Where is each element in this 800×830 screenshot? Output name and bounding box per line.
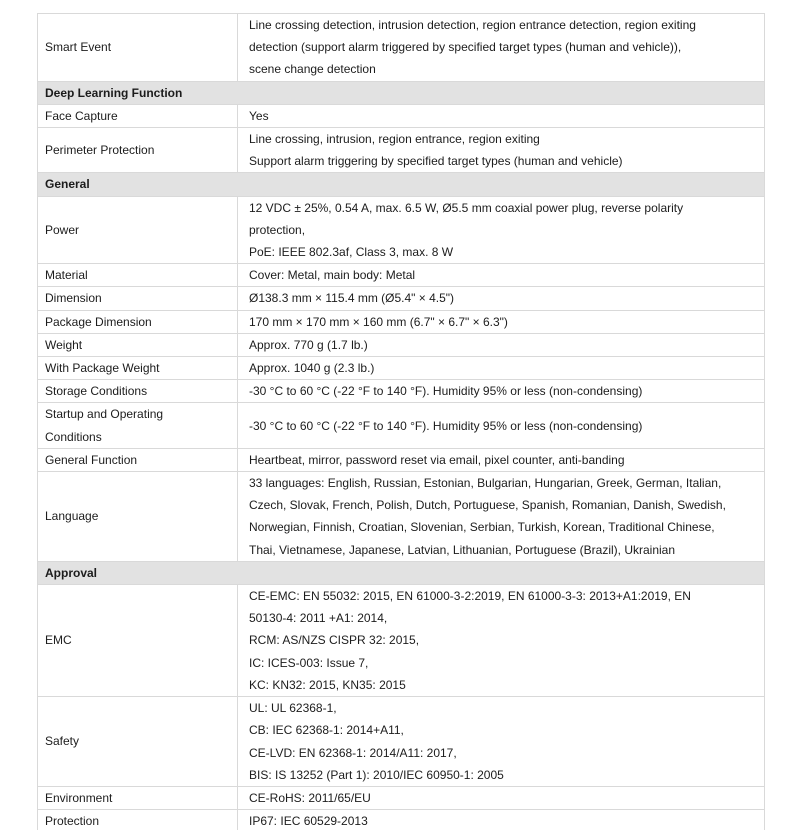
table-row bbox=[38, 14, 764, 82]
section-title: General bbox=[45, 177, 90, 192]
spec-value-line: Support alarm triggering by specified target types (human and vehicle) bbox=[249, 154, 623, 169]
spec-value-line: -30 °C to 60 °C (-22 °F to 140 °F). Humidity 95% or less (non-condensing) bbox=[249, 384, 643, 399]
spec-value-line: KC: KN32: 2015, KN35: 2015 bbox=[249, 677, 406, 692]
spec-value-line: CE-RoHS: 2011/65/EU bbox=[249, 790, 371, 805]
spec-label: Face Capture bbox=[38, 105, 238, 127]
spec-value bbox=[238, 810, 764, 830]
spec-value bbox=[238, 14, 764, 81]
spec-label: General Function bbox=[38, 449, 238, 471]
spec-value-line: Czech, Slovak, French, Polish, Dutch, Portuguese, Spanish, Romanian, Danish, Swedish, bbox=[249, 498, 726, 513]
section-title: Approval bbox=[45, 565, 98, 580]
section-header-row bbox=[38, 82, 764, 105]
spec-value-line: Thai, Vietnamese, Japanese, Latvian, Lithuanian, Portuguese (Brazil), Ukrainian bbox=[249, 542, 676, 557]
spec-value bbox=[238, 787, 764, 809]
spec-value-line: CB: IEC 62368-1: 2014+A11, bbox=[249, 723, 404, 738]
spec-label: With Package Weight bbox=[38, 357, 238, 379]
spec-value bbox=[238, 585, 764, 696]
spec-value-line: 170 mm × 170 mm × 160 mm (6.7" × 6.7" × 6.3") bbox=[249, 314, 508, 329]
spec-value bbox=[238, 380, 764, 402]
table-row bbox=[38, 197, 764, 265]
spec-label: Smart Event bbox=[38, 14, 238, 81]
spec-value bbox=[238, 472, 764, 561]
spec-value-line: scene change detection bbox=[249, 62, 376, 77]
table-row bbox=[38, 787, 764, 810]
spec-label: Dimension bbox=[38, 287, 238, 309]
spec-value-line: CE-EMC: EN 55032: 2015, EN 61000-3-2:2019, EN 61000-3-3: 2013+A1:2019, EN bbox=[249, 589, 691, 604]
spec-label: Power bbox=[38, 197, 238, 264]
spec-value-line: detection (support alarm triggered by specified target types (human and vehicle)), bbox=[249, 40, 682, 55]
table-row bbox=[38, 311, 764, 334]
spec-value bbox=[238, 197, 764, 264]
spec-value-line: RCM: AS/NZS CISPR 32: 2015, bbox=[249, 633, 420, 648]
table-row bbox=[38, 357, 764, 380]
table-row bbox=[38, 403, 764, 448]
spec-label: Material bbox=[38, 264, 238, 286]
spec-value-line: 50130-4: 2011 +A1: 2014, bbox=[249, 611, 388, 626]
spec-value-line: Yes bbox=[249, 108, 269, 123]
spec-label: Package Dimension bbox=[38, 311, 238, 333]
section-header-row bbox=[38, 173, 764, 196]
spec-value-line: IC: ICES-003: Issue 7, bbox=[249, 655, 369, 670]
spec-label: Environment bbox=[38, 787, 238, 809]
spec-label: Storage Conditions bbox=[38, 380, 238, 402]
spec-value-line: PoE: IEEE 802.3af, Class 3, max. 8 W bbox=[249, 245, 454, 260]
table-row bbox=[38, 697, 764, 787]
table-row bbox=[38, 449, 764, 472]
spec-value bbox=[238, 449, 764, 471]
spec-value-line: Heartbeat, mirror, password reset via email, pixel counter, anti-banding bbox=[249, 452, 625, 467]
table-row bbox=[38, 287, 764, 310]
table-row bbox=[38, 585, 764, 697]
table-row bbox=[38, 472, 764, 562]
spec-value-line: -30 °C to 60 °C (-22 °F to 140 °F). Humidity 95% or less (non-condensing) bbox=[249, 418, 643, 433]
table-row bbox=[38, 264, 764, 287]
spec-label: Protection bbox=[38, 810, 238, 830]
spec-label: Perimeter Protection bbox=[38, 128, 238, 172]
spec-value-line: Approx. 770 g (1.7 lb.) bbox=[249, 337, 368, 352]
spec-value bbox=[238, 128, 764, 172]
spec-value-line: Approx. 1040 g (2.3 lb.) bbox=[249, 361, 375, 376]
spec-label: EMC bbox=[38, 585, 238, 696]
spec-value bbox=[238, 311, 764, 333]
spec-value-line: Ø138.3 mm × 115.4 mm (Ø5.4" × 4.5") bbox=[249, 291, 455, 306]
spec-value bbox=[238, 105, 764, 127]
spec-value-line: CE-LVD: EN 62368-1: 2014/A11: 2017, bbox=[249, 745, 457, 760]
spec-value-line: 12 VDC ± 25%, 0.54 A, max. 6.5 W, Ø5.5 mm coaxial power plug, reverse polarity bbox=[249, 200, 684, 215]
spec-value bbox=[238, 403, 764, 447]
spec-value bbox=[238, 357, 764, 379]
spec-label: Weight bbox=[38, 334, 238, 356]
table-row bbox=[38, 810, 764, 830]
table-row bbox=[38, 334, 764, 357]
table-row bbox=[38, 380, 764, 403]
spec-label: Language bbox=[38, 472, 238, 561]
table-row bbox=[38, 128, 764, 173]
spec-value bbox=[238, 334, 764, 356]
section-header-row bbox=[38, 562, 764, 585]
table-row bbox=[38, 105, 764, 128]
spec-value-line: Line crossing detection, intrusion detection, region entrance detection, region exiting bbox=[249, 18, 696, 32]
spec-value-line: Norwegian, Finnish, Croatian, Slovenian, Serbian, Turkish, Korean, Traditional Chinese, bbox=[249, 520, 715, 535]
spec-value-line: BIS: IS 13252 (Part 1): 2010/IEC 60950-1: 2005 bbox=[249, 767, 504, 782]
specification-table bbox=[37, 13, 765, 830]
spec-value bbox=[238, 287, 764, 309]
spec-value-line: protection, bbox=[249, 222, 306, 237]
spec-value bbox=[238, 264, 764, 286]
spec-value-line: 33 languages: English, Russian, Estonian, Bulgarian, Hungarian, Greek, German, Italian, bbox=[249, 476, 722, 491]
section-title: Deep Learning Function bbox=[45, 85, 183, 100]
spec-value-line: UL: UL 62368-1, bbox=[249, 701, 337, 716]
spec-value-line: Cover: Metal, main body: Metal bbox=[249, 268, 416, 283]
spec-value-line: Line crossing, intrusion, region entrance, region exiting bbox=[249, 132, 540, 147]
spec-value-line: IP67: IEC 60529-2013 bbox=[249, 814, 368, 829]
spec-label: Safety bbox=[38, 697, 238, 786]
spec-value bbox=[238, 697, 764, 786]
spec-label: Startup and Operating Conditions bbox=[38, 403, 238, 447]
